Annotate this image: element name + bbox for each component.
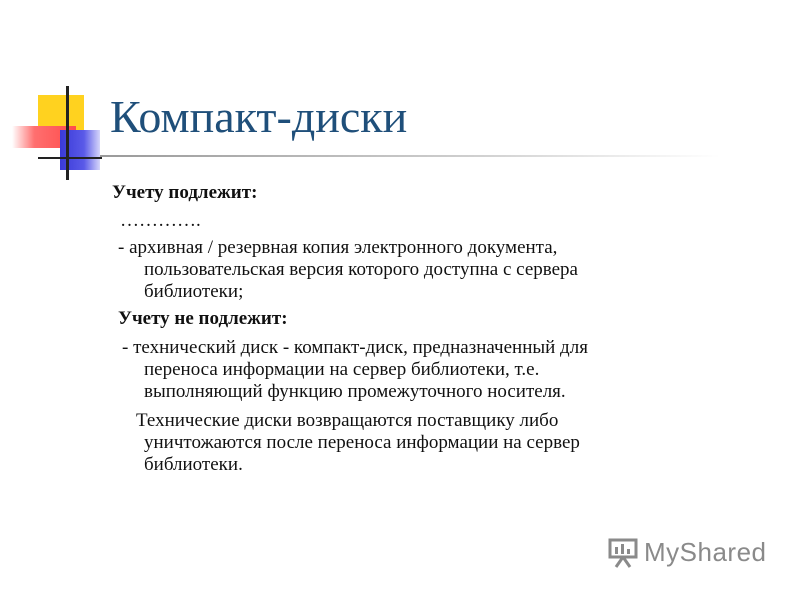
list-item-archive-line2: пользовательская версия которого доступна с сервера [144, 259, 578, 280]
slide-title: Компакт-диски [110, 91, 408, 142]
list-item-archive-line3: библиотеки; [144, 281, 244, 302]
watermark-text: MyShared [644, 537, 767, 567]
list-item-technical-line2: переноса информации на сервер библиотеки, т.е. [144, 359, 540, 380]
watermark-logo [608, 533, 768, 573]
paragraph-line2: уничтожаются после переноса информации на сервер [144, 432, 580, 453]
decorative-vertical-line [66, 86, 69, 180]
presentation-board-icon [608, 537, 638, 569]
heading-subject-to-accounting: Учету подлежит: [112, 182, 258, 203]
paragraph-line1: Технические диски возвращаются поставщику либо [136, 410, 559, 431]
list-item-technical-line1: - технический диск - компакт-диск, предназначенный для [122, 337, 588, 358]
title-underline [100, 155, 720, 157]
heading-not-subject-to-accounting: Учету не подлежит: [118, 308, 288, 329]
ellipsis-placeholder: …………. [120, 210, 201, 231]
list-item-technical-line3: выполняющий функцию промежуточного носителя. [144, 381, 566, 402]
list-item-archive-line1: - архивная / резервная копия электронного документа, [118, 237, 558, 258]
paragraph-line3: библиотеки. [144, 454, 243, 475]
decorative-horizontal-line [38, 157, 102, 159]
